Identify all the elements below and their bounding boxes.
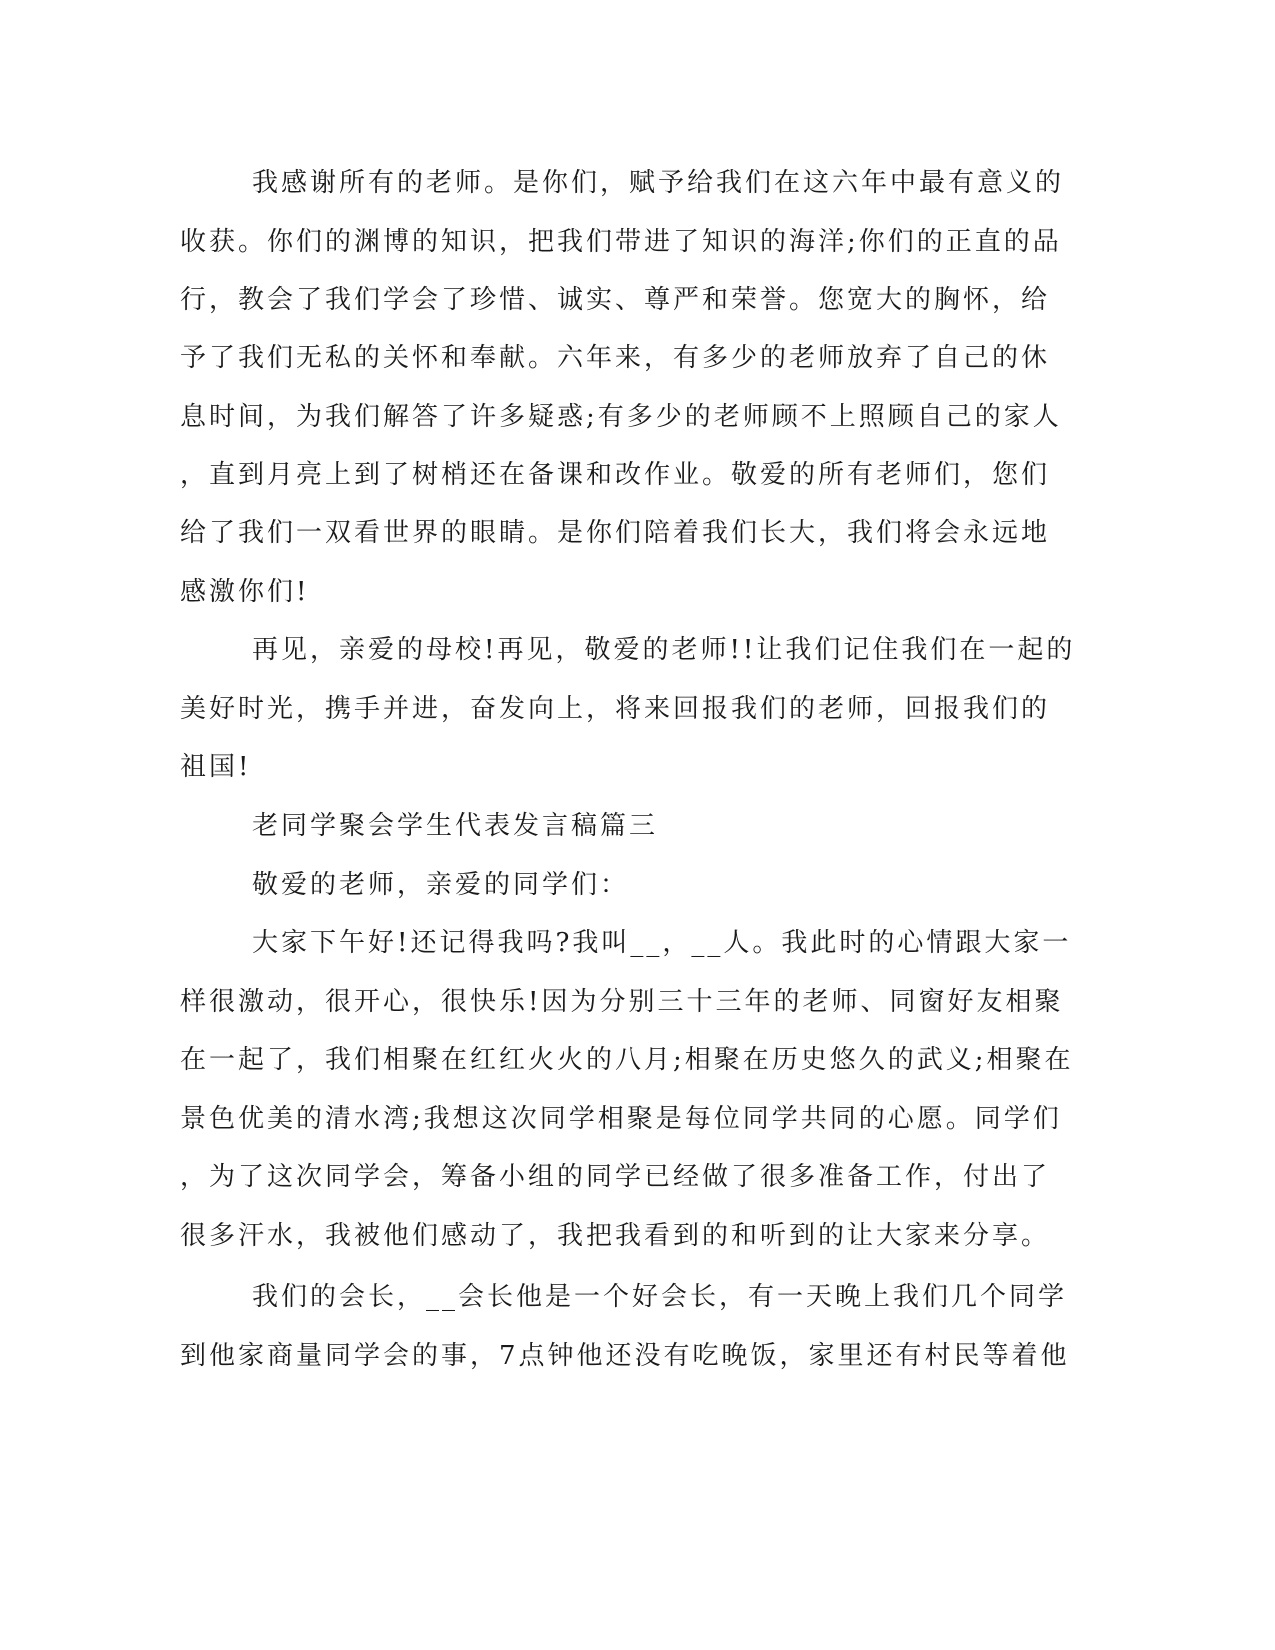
text-line: 再见，亲爱的母校!再见，敬爱的老师!!让我们记住我们在一起的 — [252, 635, 1076, 665]
text-line: 美好时光，携手并进，奋发向上，将来回报我们的老师，回报我们的 — [180, 694, 1051, 724]
text-line: 很多汗水，我被他们感动了，我把我看到的和听到的让大家来分享。 — [180, 1221, 1051, 1251]
salutation: 敬爱的老师，亲爱的同学们： — [252, 870, 630, 900]
text-line: 在一起了，我们相聚在红红火火的八月;相聚在历史悠久的武义;相聚在 — [180, 1045, 1074, 1075]
text-line: 样很激动，很开心，很快乐!因为分别三十三年的老师、同窗好友相聚 — [180, 987, 1064, 1017]
text-line: 给了我们一双看世界的眼睛。是你们陪着我们长大，我们将会永远地 — [180, 518, 1051, 548]
text-line: 感激你们! — [180, 577, 310, 607]
text-line: 予了我们无私的关怀和奉献。六年来，有多少的老师放弃了自己的休 — [180, 343, 1051, 373]
text-line: 收获。你们的渊博的知识，把我们带进了知识的海洋;你们的正直的品 — [180, 227, 1062, 257]
text-line: 行，教会了我们学会了珍惜、诚实、尊严和荣誉。您宽大的胸怀，给 — [180, 285, 1051, 315]
text-line: 我感谢所有的老师。是你们，赋予给我们在这六年中最有意义的 — [252, 168, 1065, 198]
section-heading: 老同学聚会学生代表发言稿篇三 — [252, 811, 659, 841]
text-line: 祖国! — [180, 752, 252, 782]
text-line: 景色优美的清水湾;我想这次同学相聚是每位同学共同的心愿。同学们 — [180, 1104, 1062, 1134]
text-line: ，直到月亮上到了树梢还在备课和改作业。敬爱的所有老师们，您们 — [180, 460, 1051, 490]
text-line: 大家下午好!还记得我吗?我叫__，__人。我此时的心情跟大家一 — [252, 928, 1072, 958]
text-line: 到他家商量同学会的事，7点钟他还没有吃晚饭，家里还有村民等着他 — [180, 1341, 1070, 1371]
text-line: 息时间，为我们解答了许多疑惑;有多少的老师顾不上照顾自己的家人 — [180, 402, 1062, 432]
text-line: ，为了这次同学会，筹备小组的同学已经做了很多准备工作，付出了 — [180, 1162, 1051, 1192]
text-line: 我们的会长，__会长他是一个好会长，有一天晚上我们几个同学 — [252, 1282, 1068, 1312]
